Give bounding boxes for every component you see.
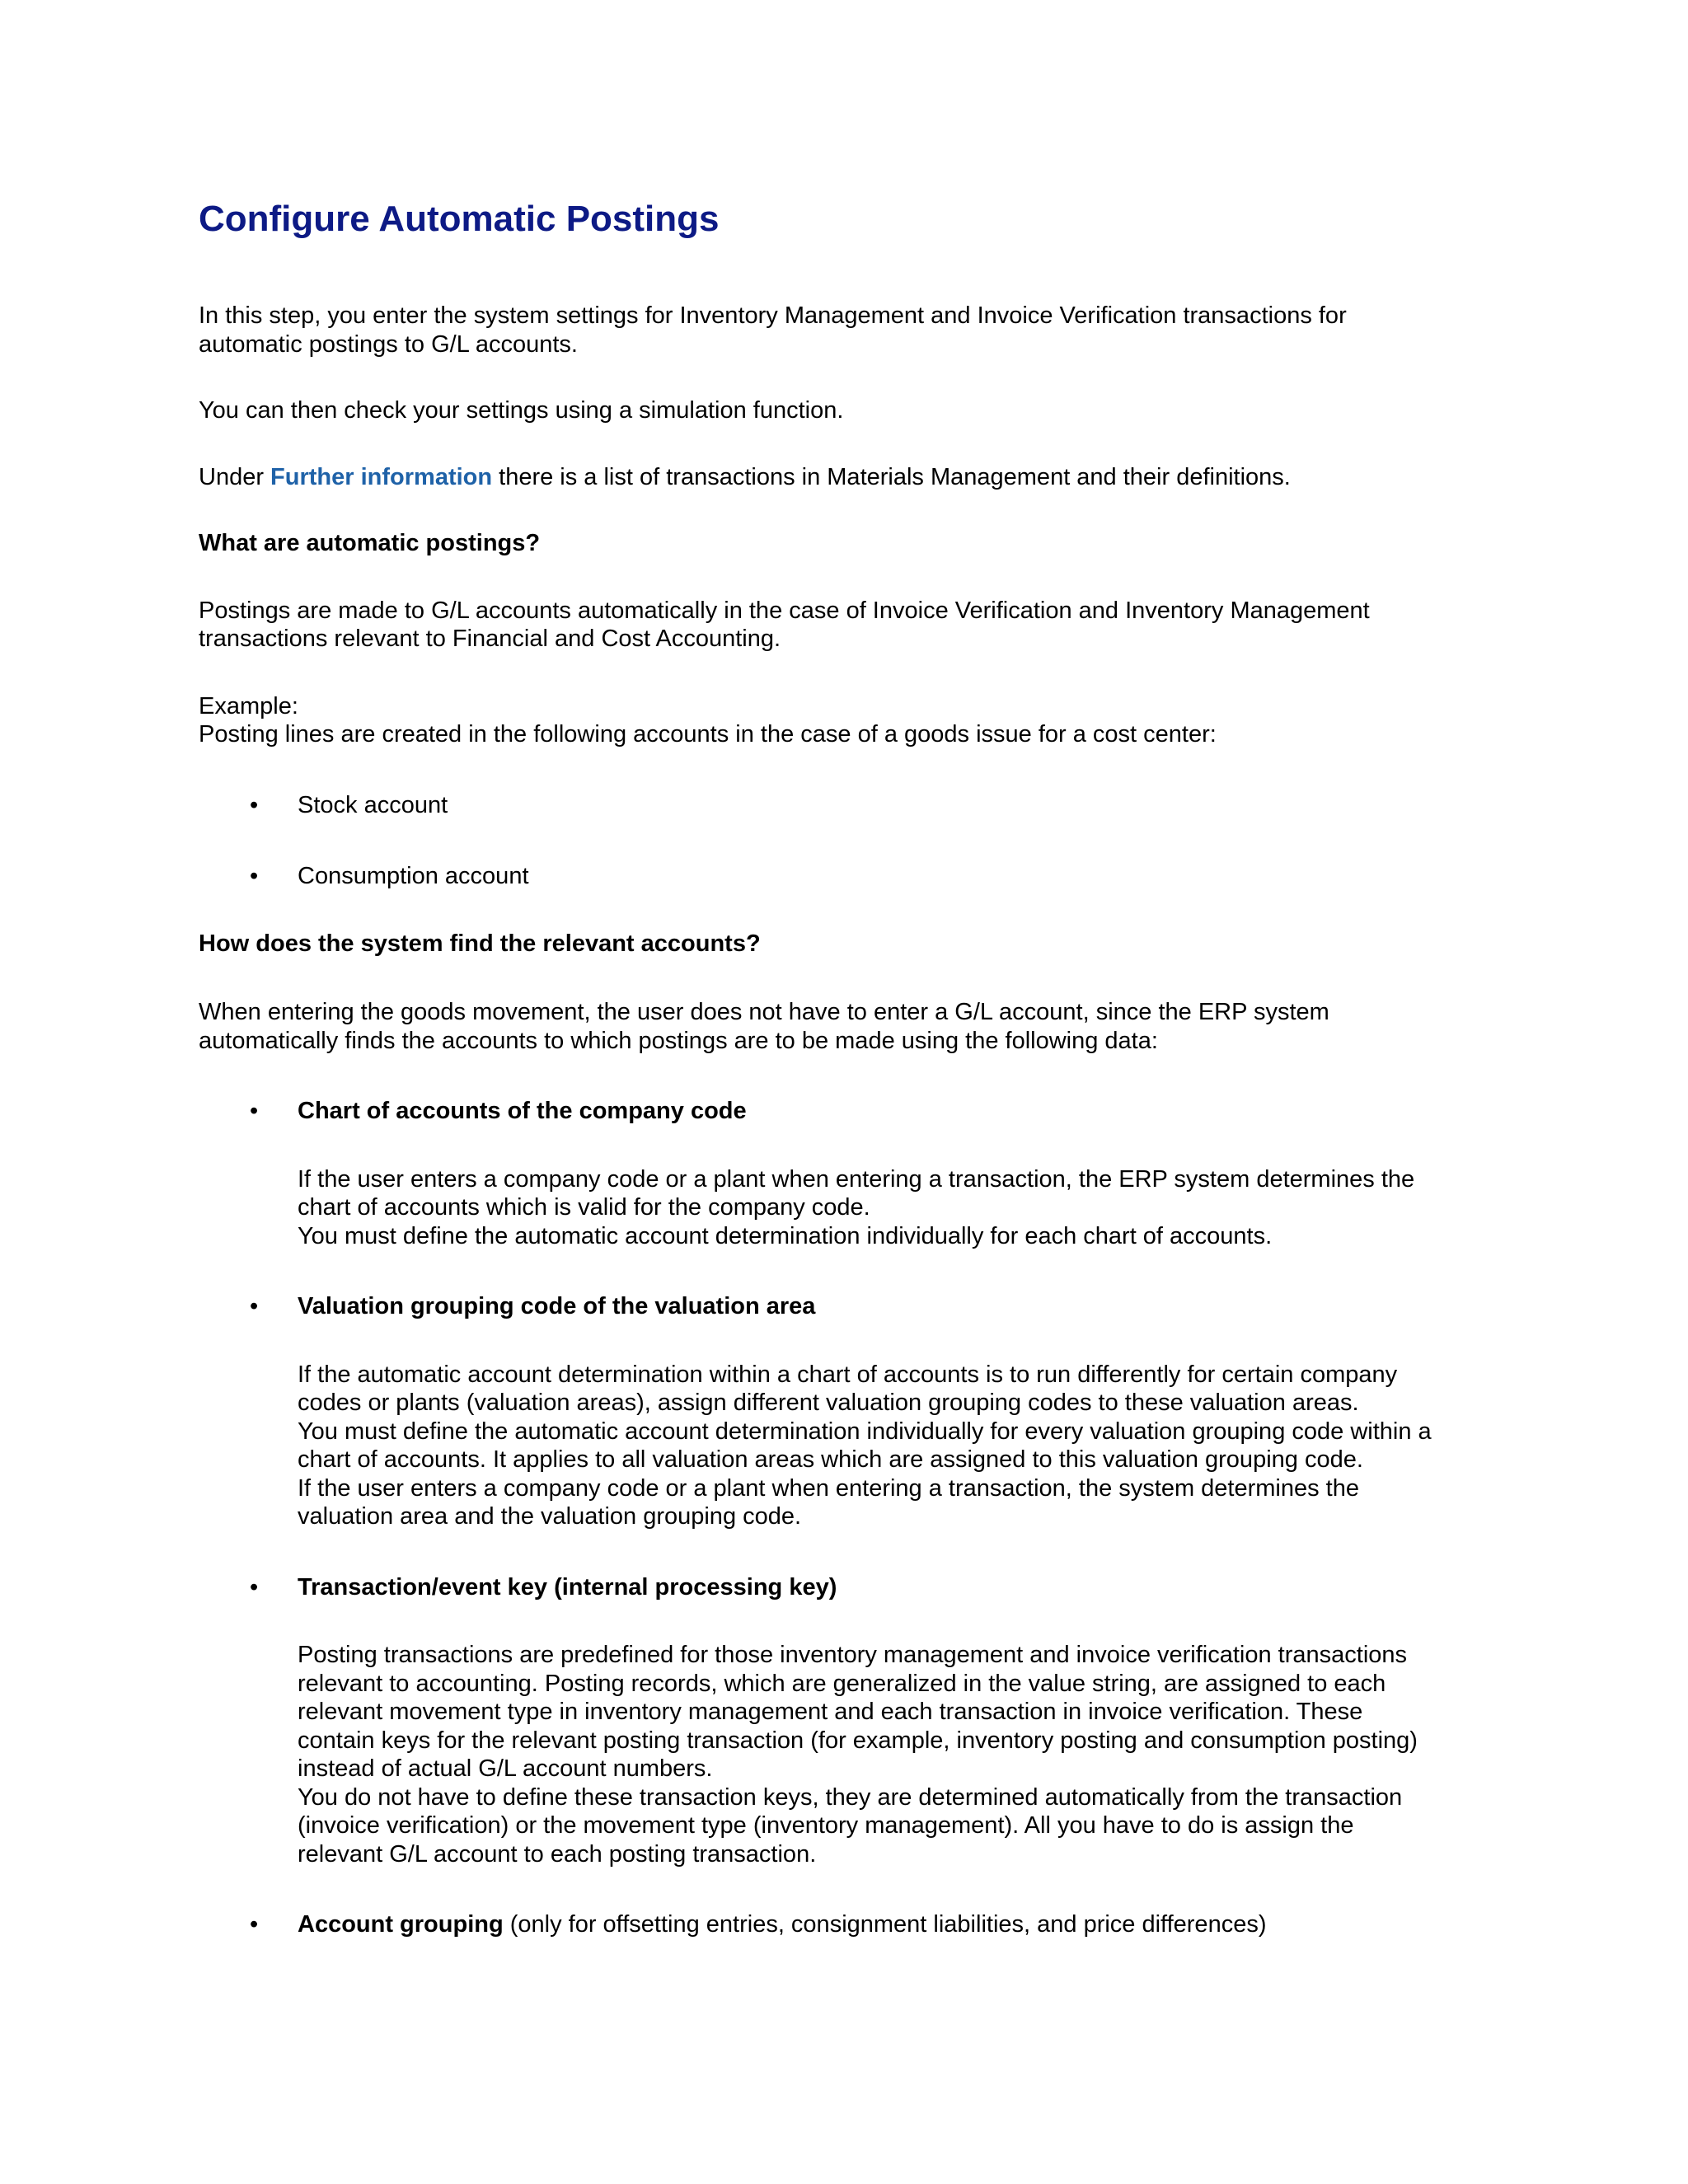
bullet-icon: • bbox=[250, 1573, 259, 1601]
determination-criteria-list bbox=[199, 1097, 1501, 1939]
example-account-list bbox=[199, 791, 1501, 891]
intro-line-2: automatic postings to G/L accounts. bbox=[199, 330, 578, 358]
example-text: Posting lines are created in the following accounts in the case of a goods issue for a cost center: bbox=[199, 721, 1217, 748]
list-item-label: Stock account bbox=[298, 791, 448, 818]
simulation-paragraph: You can then check your settings using a simulation function. bbox=[199, 397, 844, 424]
example-label: Example: bbox=[199, 692, 298, 719]
bullet-icon: • bbox=[250, 863, 259, 889]
list-item-body-line: relevant G/L account to each posting transaction. bbox=[298, 1840, 817, 1868]
bullet-icon: • bbox=[250, 791, 259, 818]
list-item bbox=[199, 1573, 1501, 1869]
intro-line-1: In this step, you enter the system settings for Inventory Management and Invoice Verification transactions for bbox=[199, 302, 1347, 329]
list-item bbox=[199, 791, 1501, 820]
list-item-title: Valuation grouping code of the valuation area bbox=[298, 1293, 816, 1319]
list-item-body-line: relevant to accounting. Posting records, which are generalized in the value string, are assigned to each bbox=[298, 1670, 1386, 1697]
bullet-icon: • bbox=[250, 1911, 259, 1938]
list-item-body-line: You must define the automatic account determination individually for each chart of accounts. bbox=[298, 1222, 1273, 1249]
section-heading-automatic-postings: What are automatic postings? bbox=[199, 530, 541, 556]
list-item-title: Chart of accounts of the company code bbox=[298, 1098, 747, 1124]
list-item-body-line: codes or plants (valuation areas), assign different valuation grouping codes to these valuation areas. bbox=[298, 1390, 1359, 1416]
list-item-title: Transaction/event key (internal processing key) bbox=[298, 1573, 837, 1601]
list-item-body-line: instead of actual G/L account numbers. bbox=[298, 1755, 713, 1782]
intro-paragraph bbox=[199, 302, 1501, 359]
list-item-body bbox=[298, 1641, 1501, 1868]
list-item-body bbox=[298, 1361, 1501, 1531]
automatic-postings-paragraph bbox=[199, 597, 1501, 654]
further-info-suffix: there is a list of transactions in Materials Management and their definitions. bbox=[492, 463, 1291, 490]
list-item-title: Account grouping bbox=[298, 1911, 504, 1938]
list-item bbox=[199, 1910, 1501, 1939]
list-item-body-line: If the user enters a company code or a plant when entering a transaction, the system determines the bbox=[298, 1474, 1359, 1502]
list-item-body-line: You must define the automatic account determination individually for every valuation grouping code within a bbox=[298, 1418, 1432, 1445]
relevant-accounts-line-2: automatically finds the accounts to which postings are to be made using the following data: bbox=[199, 1027, 1158, 1054]
list-item-body-line: valuation area and the valuation grouping code. bbox=[298, 1503, 802, 1530]
list-item-body-line: chart of accounts. It applies to all valuation areas which are assigned to this valuation grouping code. bbox=[298, 1446, 1363, 1473]
list-item-body-line: (invoice verification) or the movement type (inventory management). All you have to do is assign the bbox=[298, 1812, 1354, 1839]
list-item-body-line: relevant movement type in inventory management and each transaction in invoice verification. These bbox=[298, 1699, 1363, 1725]
further-information-link[interactable]: Further information bbox=[270, 463, 493, 490]
list-item bbox=[199, 1292, 1501, 1531]
list-item bbox=[199, 862, 1501, 891]
list-item-label: Consumption account bbox=[298, 863, 529, 889]
page-title: Configure Automatic Postings bbox=[199, 199, 720, 239]
list-item-body bbox=[298, 1165, 1501, 1251]
list-item-body-line: If the user enters a company code or a plant when entering a transaction, the ERP system determines the bbox=[298, 1165, 1415, 1193]
list-item-body-line: You do not have to define these transaction keys, they are determined automatically from the transaction bbox=[298, 1783, 1403, 1811]
list-item-title-suffix: (only for offsetting entries, consignment liabilities, and price differences) bbox=[503, 1911, 1267, 1938]
document-page bbox=[199, 194, 1501, 1939]
section-heading-relevant-accounts: How does the system find the relevant accounts? bbox=[199, 930, 761, 957]
example-paragraph bbox=[199, 692, 1501, 749]
list-item-body-line: chart of accounts which is valid for the company code. bbox=[298, 1194, 870, 1221]
bullet-icon: • bbox=[250, 1293, 259, 1319]
automatic-postings-line-1: Postings are made to G/L accounts automatically in the case of Invoice Verification and Inventory Management bbox=[199, 597, 1370, 624]
list-item-body-line: contain keys for the relevant posting transaction (for example, inventory posting and consumption posting) bbox=[298, 1727, 1418, 1754]
relevant-accounts-paragraph bbox=[199, 998, 1501, 1055]
relevant-accounts-line-1: When entering the goods movement, the user does not have to enter a G/L account, since the ERP system bbox=[199, 999, 1329, 1025]
further-info-prefix: Under bbox=[199, 463, 271, 490]
list-item-body-line: If the automatic account determination within a chart of accounts is to run differently for certain company bbox=[298, 1361, 1398, 1388]
bullet-icon: • bbox=[250, 1098, 259, 1124]
list-item-body-line: Posting transactions are predefined for those inventory management and invoice verification transactions bbox=[298, 1642, 1408, 1668]
automatic-postings-line-2: transactions relevant to Financial and Cost Accounting. bbox=[199, 626, 781, 652]
list-item bbox=[199, 1097, 1501, 1250]
further-info-paragraph bbox=[199, 463, 1501, 492]
